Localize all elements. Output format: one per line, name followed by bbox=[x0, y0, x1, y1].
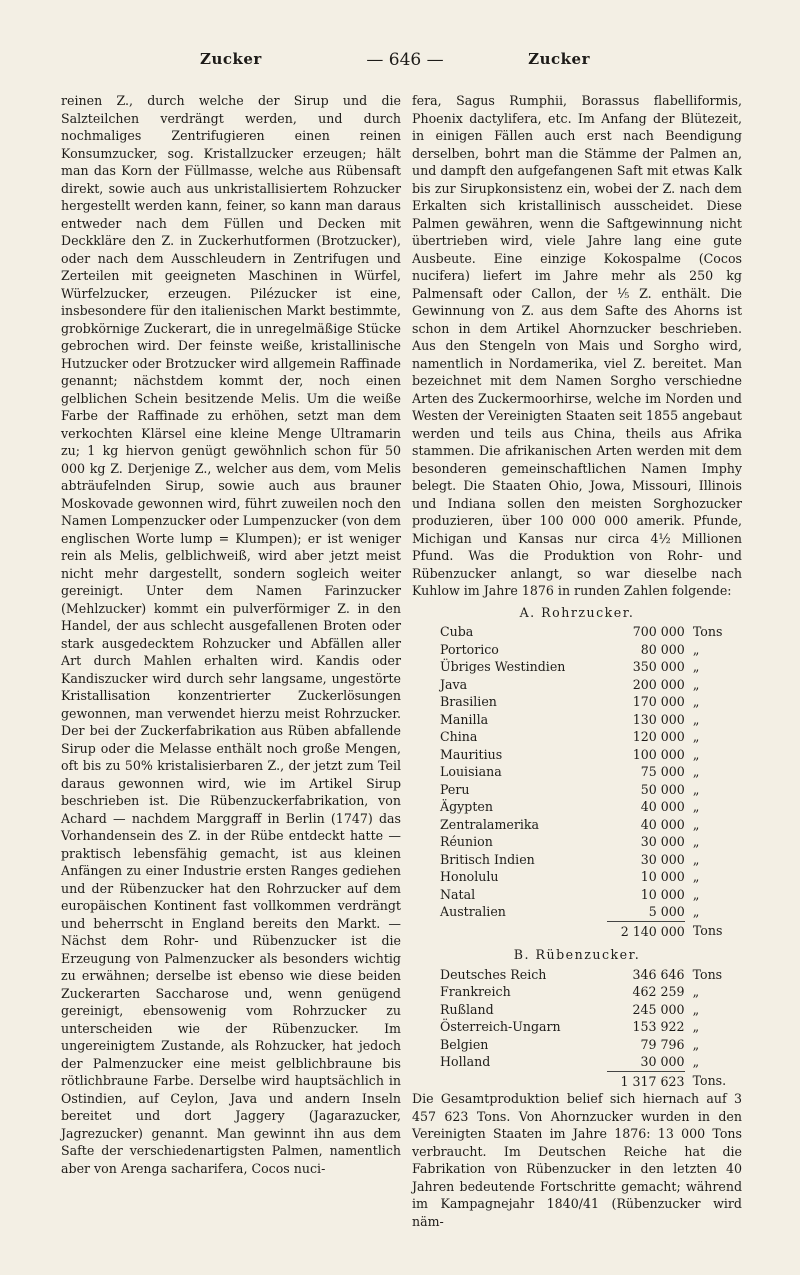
row-value: 40 000 bbox=[640, 816, 685, 832]
table-row bbox=[440, 798, 742, 816]
row-name: Peru bbox=[440, 781, 470, 797]
row-value: 462 259 bbox=[632, 984, 685, 999]
row-value: 30 000 bbox=[640, 851, 685, 867]
table-row bbox=[440, 983, 742, 1001]
table-row bbox=[440, 658, 742, 676]
row-name: Honolulu bbox=[440, 869, 499, 884]
right-column-outro: Die Gesamtproduktion belief sich hiernach auf 3 457 623 Tons. Von Ahornzucker wurden in den Vereinigten Staaten im Jahre 1876: 13 000 Tons verbraucht. Im Deutschen Reiche hat die Fabrikation von Rübenzucker in den letzten 40 Jahren bedeutende Fortschritte gemacht; während im Kampagnejahr 1840/41 (Rübenzucker wird näm- bbox=[412, 1091, 742, 1229]
header-right-keyword: Zucker bbox=[528, 50, 590, 68]
table-row bbox=[440, 693, 742, 711]
row-unit: „ bbox=[692, 729, 700, 744]
row-value: 170 000 bbox=[632, 694, 685, 709]
row-unit: „ bbox=[692, 816, 700, 832]
row-unit: „ bbox=[692, 659, 700, 674]
row-name: Australien bbox=[440, 904, 506, 920]
row-value: 50 000 bbox=[640, 781, 685, 797]
row-unit: „ bbox=[692, 694, 700, 709]
table-b bbox=[440, 966, 742, 1091]
row-value: 79 796 bbox=[640, 1036, 685, 1052]
row-unit: „ bbox=[692, 641, 700, 657]
table-a bbox=[440, 623, 742, 940]
row-name: Portorico bbox=[440, 641, 499, 657]
row-name: Louisiana bbox=[440, 764, 502, 779]
total-row bbox=[440, 921, 742, 940]
total-row bbox=[440, 1071, 742, 1090]
table-row bbox=[440, 868, 742, 886]
total-unit: Tons. bbox=[692, 1073, 727, 1089]
row-value: 700 000 bbox=[632, 624, 685, 639]
row-name: Natal bbox=[440, 886, 476, 902]
total-value: 1 317 623 bbox=[607, 1071, 685, 1090]
row-value: 40 000 bbox=[640, 799, 685, 814]
row-value: 200 000 bbox=[632, 676, 685, 692]
row-name: Frankreich bbox=[440, 984, 511, 999]
row-unit: „ bbox=[692, 746, 700, 762]
page-header bbox=[60, 50, 750, 72]
row-name: Rußland bbox=[440, 1001, 494, 1017]
header-left-keyword: Zucker bbox=[200, 50, 262, 68]
table-a-title: A. Rohrzucker. bbox=[519, 604, 635, 620]
row-unit: „ bbox=[692, 834, 700, 849]
row-name: Java bbox=[440, 676, 468, 692]
row-name: Brasilien bbox=[440, 694, 497, 709]
table-row bbox=[440, 886, 742, 904]
total-unit: Tons bbox=[692, 923, 723, 939]
table-row bbox=[440, 1053, 742, 1071]
table-row bbox=[440, 851, 742, 869]
left-column bbox=[61, 92, 401, 1177]
row-unit: „ bbox=[692, 676, 700, 692]
row-unit: „ bbox=[692, 851, 700, 867]
total-spacer bbox=[440, 921, 607, 940]
row-unit: „ bbox=[692, 984, 700, 999]
table-row bbox=[440, 1018, 742, 1036]
row-unit: „ bbox=[692, 1001, 700, 1017]
row-name: Réunion bbox=[440, 834, 493, 849]
row-unit: „ bbox=[692, 764, 700, 779]
table-row bbox=[440, 641, 742, 659]
table-row bbox=[440, 903, 742, 921]
table-row bbox=[440, 833, 742, 851]
row-name: Holland bbox=[440, 1054, 491, 1070]
table-row bbox=[440, 1001, 742, 1019]
table-row bbox=[440, 623, 742, 641]
total-spacer bbox=[440, 1071, 607, 1090]
table-row bbox=[440, 746, 742, 764]
table-row bbox=[440, 966, 742, 984]
row-name: Cuba bbox=[440, 624, 474, 639]
row-value: 30 000 bbox=[640, 834, 685, 849]
row-unit: „ bbox=[692, 781, 700, 797]
total-value: 2 140 000 bbox=[607, 921, 685, 940]
left-column-text: reinen Z., durch welche der Sirup und die Salzteilchen verdrängt werden, und durch nochmaliges Zentrifugieren einen reinen Konsumzucker, sog. Kristallzucker erzeugen; hält man das Korn der Füllmasse, welche aus Rübensaft direkt, sowie auch aus unkristallisiertem Rohzucker hergestellt werden kann, feiner, so kann man daraus entweder nach dem Füllen und Decken mit Deckkläre den Z. in Zuckerhutformen (Brotzucker), oder nach dem Ausschleudern in Zentrifugen und Zerteilen mit geeigneten Maschinen in Würfel, Würfelzucker, erzeugen. Pilézucker ist eine, insbesondere für den italienischen Markt bestimmte, grobkörnige Zuckerart, die in unregelmäßige Stücke gebrochen wird. Der feinste weiße, kristallinische Hutzucker oder Brotzucker wird allgemein Raffinade genannt; nächstdem kommt der, noch einen gelblichen Schein besitzende Melis. Um die weiße Farbe der Raffinade zu erhöhen, setzt man dem verkochten Klärsel eine kleine Menge Ultramarin zu; 1 kg hiervon genügt gewöhnlich schon für 50 000 kg Z. Derjenige Z., welcher aus dem, vom Melis abträufelnden Sirup, sowie auch aus brauner Moskovade gewonnen wird, führt zuweilen noch den Namen Lompenzucker oder Lumpenzucker (von dem englischen Worte lump = Klumpen); er ist weniger rein als Melis, gelblichweiß, wird aber jetzt meist nicht mehr dargestellt, sondern sogleich weiter gereinigt. Unter dem Namen Farinzucker (Mehlzucker) kommt ein pulverförmiger Z. in den Handel, der aus schlecht ausgefallenen Broten oder stark ausgedecktem Rohzucker und Abfällen aller Art durch Mahlen erhalten wird. Kandis oder Kandiszucker wird durch sehr langsame, ungestörte Kristallisation konzentrierter Zuckerlösungen gewonnen, man verwendet hierzu meist Rohrzucker. Der bei der Zuckerfabrikation aus Rüben abfallende Sirup oder die Melasse enthält noch große Mengen, oft bis zu 50% kristalisierbaren Z., der jetzt zum Teil daraus gewonnen wird, wie im Artikel Sirup beschrieben ist. Die Rübenzuckerfabrikation, von Achard — nachdem Marggraff in Berlin (1747) das Vorhandensein des Z. in der Rübe entdeckt hatte — praktisch lebensfähig gemacht, ist aus kleinen Anfängen zu einer Industrie ersten Ranges gediehen und der Rübenzucker hat den Rohrzucker auf dem europäischen Kontinent fast vollkommen verdrängt und beherrscht in England bereits den Markt. — Nächst dem Rohr- und Rübenzucker ist die Erzeugung von Palmenzucker als besonders wichtig zu erwähnen; derselbe ist ebenso wie diese beiden Zuckerarten Saccharose und, wenn genügend gereinigt, ebensowenig vom Rohrzucker zu unterscheiden wie der Rübenzucker. Im ungereinigtem Zustande, als Rohzucker, hat jedoch der Palmenzucker eine meist gelblichbraune bis rötlichbraune Farbe. Derselbe wird hauptsächlich in Ostindien, auf Ceylon, Java und andern Inseln bereitet und dort Jaggery (Jagarazucker, Jagrezucker) genannt. Man gewinnt ihn aus dem Safte der verschiedenartigsten Palmen, namentlich aber von Arenga sacharifera, Cocos nuci- bbox=[61, 93, 401, 1176]
right-column bbox=[412, 92, 742, 1230]
row-unit: „ bbox=[692, 1036, 700, 1052]
row-value: 80 000 bbox=[640, 641, 685, 657]
row-value: 346 646 bbox=[632, 966, 685, 982]
row-unit: „ bbox=[692, 904, 700, 920]
row-name: Belgien bbox=[440, 1036, 489, 1052]
row-name: Britisch Indien bbox=[440, 851, 535, 867]
table-row bbox=[440, 1036, 742, 1054]
table-row bbox=[440, 816, 742, 834]
row-value: 5 000 bbox=[648, 904, 685, 919]
row-unit: „ bbox=[692, 799, 700, 814]
row-value: 100 000 bbox=[632, 746, 685, 762]
row-value: 120 000 bbox=[632, 729, 685, 744]
row-value: 350 000 bbox=[632, 659, 685, 674]
row-value: 75 000 bbox=[640, 764, 685, 779]
row-name: Zentralamerika bbox=[440, 816, 540, 832]
table-b-title: B. Rübenzucker. bbox=[513, 947, 641, 962]
row-unit: „ bbox=[692, 869, 700, 884]
row-name: Ägypten bbox=[440, 799, 493, 814]
page-number: — 646 — bbox=[366, 50, 444, 70]
row-value: 153 922 bbox=[632, 1019, 685, 1034]
row-value: 10 000 bbox=[640, 869, 685, 884]
table-row bbox=[440, 728, 742, 746]
row-name: Übriges Westindien bbox=[440, 659, 566, 674]
table-row bbox=[440, 711, 742, 729]
row-name: Manilla bbox=[440, 711, 489, 727]
row-unit: Tons bbox=[692, 966, 723, 982]
table-row bbox=[440, 676, 742, 694]
table-row bbox=[440, 763, 742, 781]
row-unit: „ bbox=[692, 1019, 700, 1034]
row-value: 30 000 bbox=[640, 1054, 685, 1069]
row-value: 10 000 bbox=[640, 886, 685, 902]
row-name: Mauritius bbox=[440, 746, 503, 762]
row-unit: „ bbox=[692, 711, 700, 727]
row-value: 245 000 bbox=[632, 1001, 685, 1017]
row-unit: „ bbox=[692, 886, 700, 902]
row-value: 130 000 bbox=[632, 711, 685, 727]
row-name: Deutsches Reich bbox=[440, 966, 547, 982]
row-unit: „ bbox=[692, 1054, 700, 1070]
right-column-intro: fera, Sagus Rumphii, Borassus flabelliformis, Phoenix dactylifera, etc. Im Anfang der Blütezeit, in einigen Fällen auch erst nach Beendigung derselben, bohrt man die Stämme der Palmen an, und dampft den aufgefangenen Saft mit etwas Kalk bis zur Sirupkonsistenz ein, wobei der Z. nach dem Erkalten sich kristallinisch ausscheidet. Diese Palmen gewähren, wenn die Saftgewinnung nicht übertrieben wird, viele Jahre lang eine gute Ausbeute. Eine einzige Kokospalme (Cocos nucifera) liefert im Jahre mehr als 250 kg Palmensaft oder Callon, der ⅕ Z. enthält. Die Gewinnung von Z. aus dem Safte des Ahorns ist schon in dem Artikel Ahornzucker beschrieben. Aus den Stengeln von Mais und Sorgho wird, namentlich in Nordamerika, viel Z. bereitet. Man bezeichnet mit dem Namen Sorgho verschiedne Arten des Zuckermoorhirse, welche im Norden und Westen der Vereinigten Staaten seit 1855 angebaut werden und teils aus China, theils aus Afrika stammen. Die afrikanischen Arten werden mit dem besonderen gemeinschaftlichen Namen Imphy belegt. Die Staaten Ohio, Jowa, Missouri, Illinois und Indiana sollen den meisten Sorghozucker produzieren, über 100 000 000 amerik. Pfunde, Michigan und Kansas nur circa 4½ Millionen Pfund. Was die Produktion von Rohr- und Rübenzucker anlangt, so war dieselbe nach Kuhlow im Jahre 1876 in runden Zahlen folgende: bbox=[412, 93, 742, 598]
row-name: China bbox=[440, 729, 478, 744]
table-row bbox=[440, 781, 742, 799]
row-unit: Tons bbox=[692, 624, 723, 639]
row-name: Österreich-Ungarn bbox=[440, 1019, 561, 1034]
